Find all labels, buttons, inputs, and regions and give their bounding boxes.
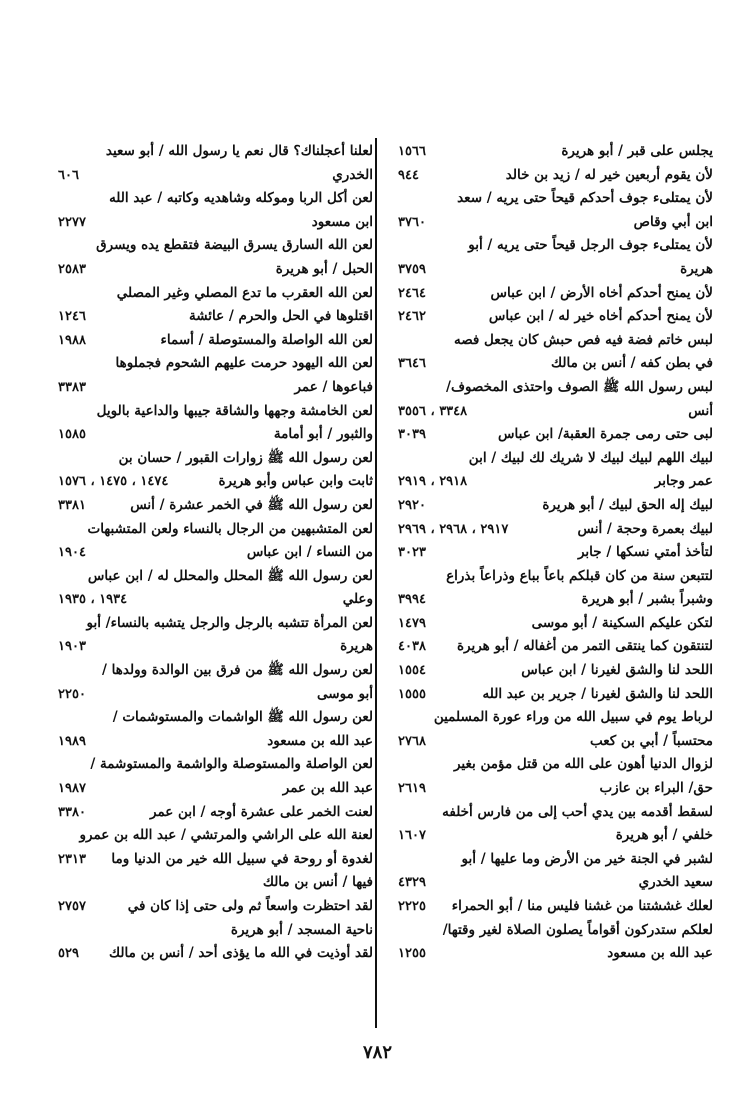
entry-text: يجلس على قبر / أبو هريرة [561,143,713,159]
index-entry [398,352,713,376]
entry-number: ٦٠٦ [58,167,79,183]
index-entry [398,635,713,659]
entry-number: ٣٠٢٣ [398,545,426,561]
index-entry [58,635,373,659]
index-entry [398,919,713,943]
entry-text: فيها / أنس بن مالك [262,874,373,891]
entry-text: أنس [688,402,713,419]
entry-text: لتأخذ أمتي نسكها / جابر [577,544,713,561]
index-entry [398,164,713,188]
entry-text: لعن الخامشة وجهها والشاقة جيبها والداعية بالويل [96,402,373,419]
index-entry [58,470,373,494]
entry-number: ٩٤٤ [398,167,419,183]
entry-text: لأن يمنح أحدكم أخاه خير له / ابن عباس [488,308,713,325]
entry-number: ١٥٦٦ [398,144,426,159]
entry-text: لعن الله السارق يسرق البيضة فتقطع يده ويسرق [96,237,373,254]
index-entry [398,447,713,471]
entry-number: ١٩٠٣ [58,639,86,655]
index-entry [58,565,373,589]
index-entry [58,541,373,565]
index-entry [398,234,713,258]
entry-number: ٤٠٣٨ [398,639,426,655]
entry-number: ١٥٨٥ [58,427,86,443]
entry-text: لعن رسول الله ﷺ زوارات القبور / حسان بن [118,449,373,466]
entry-text: لأن يمنح أحدكم أخاه الأرض / ابن عباس [490,284,713,301]
index-entry [58,777,373,801]
entry-text: ابن أبي وقاص [633,213,713,230]
entry-text: والثبور / أبو أمامة [273,426,373,443]
index-entry [58,494,373,518]
index-entry [398,895,713,919]
entry-number: ١٦٠٧ [398,828,426,844]
index-entry [398,659,713,683]
entry-text: لتنتقون كما ينتقى التمر من أغفاله / أبو هريرة [456,638,713,655]
entry-text: لشبر في الجنة خير من الأرض وما عليها / أبو [461,850,713,867]
index-entry [398,211,713,235]
entry-text: عبد الله بن مسعود [267,732,373,749]
entry-text: لعن رسول الله ﷺ المحلل والمحلل له / ابن عباس [87,567,373,584]
entry-number: ٢٢٧٧ [58,214,86,230]
entry-text: لعن المرأة تتشبه بالرجل والرجل يتشبه بالنساء/ أبو [86,614,373,631]
entry-number: ١٩٨٨ [58,332,86,348]
entry-text: عمر وجابر [654,473,713,490]
entry-text: لرباط يوم في سبيل الله من وراء عورة المسلمين [433,709,713,726]
index-entry [58,683,373,707]
entry-number: ٢٩٢٠ [398,497,426,513]
index-entry [398,777,713,801]
entry-text: لقد احتظرت واسعاً ثم ولى حتى إذا كان في [127,898,373,914]
index-entry [58,706,373,730]
entry-text: الخدري [332,166,373,183]
entry-number: ٢٢٥٠ [58,686,86,702]
entry-number: ٢٩١٨ ، ٢٩١٩ [398,474,468,490]
entry-number: ١٤٧٤ ، ١٤٧٥ ، ١٥٧٦ [58,474,169,490]
entry-text: حق/ البراء بن عازب [599,780,713,797]
index-entry [398,612,713,636]
entry-text: لعن رسول الله ﷺ الواشمات والمستوشمات / [112,709,373,726]
entry-number: ٣٧٦٠ [398,214,426,230]
index-entry [58,447,373,471]
entry-text: لعلك غششتنا من غشنا فليس منا / أبو الحمراء [451,898,713,914]
entry-number: ٣٧٥٩ [398,261,426,277]
index-entry [58,187,373,211]
entry-text: لبيك اللهم لبيك لبيك لا شريك لك لبيك / ابن [468,449,713,466]
index-entry [398,942,713,966]
entry-text: ثابت وابن عباس وأبو هريرة [218,473,373,490]
entry-number: ٣٦٤٦ [398,356,426,372]
entry-number: ١٤٧٩ [398,615,426,631]
index-entry [58,919,373,943]
index-entry [398,140,713,164]
index-entry [398,400,713,424]
index-entry [58,801,373,825]
entry-number: ١٥٥٤ [398,663,426,679]
index-entry [58,588,373,612]
entry-text: عبد الله بن عمر [282,780,373,797]
index-entry [58,140,373,164]
index-entry [58,895,373,919]
index-entry [398,258,713,282]
index-entry [58,848,373,872]
entry-number: ٢٧٦٨ [398,733,426,749]
entry-number: ٢٣١٣ [58,851,86,867]
index-entry [398,329,713,353]
index-entry [58,871,373,895]
index-entry [398,753,713,777]
entry-number: ٢٤٦٢ [398,309,426,325]
index-entry [58,376,373,400]
index-entry [58,400,373,424]
index-entry [58,329,373,353]
entry-text: لعن الله الواصلة والمستوصلة / أسماء [160,331,373,348]
entry-text: لعن أكل الربا وموكله وشاهديه وكاتبه / عبد الله [109,190,373,207]
left-column [58,140,373,966]
entry-text: لبس رسول الله ﷺ الصوف واحتذى المخصوف/ [446,378,713,395]
entry-text: هريرة [340,638,373,655]
entry-text: وشبراً بشبر / أبو هريرة [581,591,713,608]
entry-text: هريرة [680,260,713,277]
entry-text: لزوال الدنيا أهون على الله من قتل مؤمن بغير [453,756,713,773]
index-entry [58,824,373,848]
entry-text: لبى حتى رمى جمرة العقبة/ ابن عباس [498,426,713,443]
index-entry [398,187,713,211]
entry-text: لقد أوذيت في الله ما يؤذى أحد / أنس بن مالك [109,945,373,962]
entry-text: لبيك إله الحق لبيك / أبو هريرة [542,496,713,513]
entry-text: لبيك بعمرة وحجة / أنس [577,520,713,537]
entry-text: لعن المتشبهين من الرجال بالنساء ولعن المتشبهات [87,520,373,537]
entry-text: لأن يقوم أربعين خير له / زيد بن خالد [505,166,713,183]
page-number: ٧٨٢ [362,1042,392,1063]
entry-text: وعلي [342,591,373,608]
entry-number: ٣٣٨١ [58,497,86,513]
entry-text: أبو موسى [317,685,373,702]
index-entry [398,376,713,400]
index-entry [58,612,373,636]
entry-text: لعن الواصلة والمستوصلة والواشمة والمستوشمة / [90,756,373,773]
index-entry [398,565,713,589]
entry-number: ٣٣٨٣ [58,379,86,395]
index-entry [398,494,713,518]
index-entry [58,753,373,777]
entry-number: ٣٣٤٨ ، ٣٥٥٦ [398,403,468,419]
entry-number: ٢٧٥٧ [58,899,86,914]
entry-text: لسقط أقدمه بين يدي أحب إلى من فارس أخلفه [442,803,713,820]
entry-text: لأن يمتلىء جوف الرجل قيحاً حتى يريه / أبو [468,237,713,254]
entry-number: ١٥٥٥ [398,686,426,702]
entry-number: ٣٠٣٩ [398,427,426,443]
entry-text: سعيد الخدري [638,874,713,891]
entry-text: فباعوها / عمر [294,378,373,395]
index-entry [398,683,713,707]
entry-text: عبد الله بن مسعود [607,945,713,962]
entry-number: ٢٦١٩ [398,781,426,797]
entry-text: لعن رسول الله ﷺ في الخمر عشرة / أنس [130,496,373,513]
index-entry [58,518,373,542]
index-entry [58,942,373,966]
index-entry [398,824,713,848]
index-entry [398,282,713,306]
entry-number: ٢٢٢٥ [398,899,426,914]
index-entry [398,848,713,872]
entry-text: ناحية المسجد / أبو هريرة [230,921,373,938]
index-entry [398,305,713,329]
entry-number: ١٩٠٤ [58,545,86,561]
entry-text: لأن يمتلىء جوف أحدكم قيحاً حتى يريه / سعد [457,190,713,207]
entry-text: لعن رسول الله ﷺ من فرق بين الوالدة وولدها / [102,662,373,679]
entry-number: ٤٣٢٩ [398,875,426,891]
entry-number: ٢٤٦٤ [398,285,426,301]
entry-number: ١٩٣٤ ، ١٩٣٥ [58,592,128,608]
index-entry [58,164,373,188]
entry-text: اقتلوها في الحل والحرم / عائشة [188,308,373,325]
entry-text: لعنت الخمر على عشرة أوجه / ابن عمر [150,803,373,820]
index-entry [58,730,373,754]
entry-text: لعنة الله على الراشي والمرتشي / عبد الله بن عمرو [79,827,373,844]
index-entry [58,352,373,376]
entry-text: ابن مسعود [311,213,373,230]
entry-number: ١٩٨٧ [58,781,86,797]
entry-text: لتكن عليكم السكينة / أبو موسى [531,614,713,631]
entry-number: ٥٢٩ [58,946,79,962]
entry-number: ٢٩١٧ ، ٢٩٦٨ ، ٢٩٦٩ [398,521,509,537]
index-entry [58,659,373,683]
entry-text: اللحد لنا والشق لغيرنا / جرير بن عبد الله [482,685,713,702]
entry-text: لعلنا أعجلناك؟ قال نعم يا رسول الله / أبو سعيد [105,143,373,159]
entry-number: ٣٣٨٠ [58,804,86,820]
entry-number: ١٢٤٦ [58,309,86,325]
index-entry [58,211,373,235]
entry-number: ٣٩٩٤ [398,592,426,608]
entry-text: لعن الله العقرب ما تدع المصلي وغير المصلي [116,284,373,301]
entry-text: في بطن كفه / أنس بن مالك [550,355,713,372]
index-entry [398,541,713,565]
index-entry [398,706,713,730]
index-entry [398,588,713,612]
index-entry [398,423,713,447]
index-entry [58,234,373,258]
entry-text: لغدوة أو روحة في سبيل الله خير من الدنيا وما [111,850,373,867]
entry-text: لتتبعن سنة من كان قبلكم باعاً بباع وذراعاً بذراع [446,567,713,584]
index-entry [398,470,713,494]
entry-number: ٢٥٨٣ [58,261,86,277]
index-entry [398,518,713,542]
entry-text: من النساء / ابن عباس [246,544,373,561]
entry-text: لعن الله اليهود حرمت عليهم الشحوم فجملوها [115,355,373,372]
entry-text: خلفي / أبو هريرة [615,827,713,844]
index-entry [398,871,713,895]
entry-number: ١٢٥٥ [398,946,426,962]
index-entry [58,282,373,306]
column-divider [375,138,377,1028]
index-entry [58,305,373,329]
entry-text: اللحد لنا والشق لغيرنا / ابن عباس [521,662,713,679]
entry-text: محتسباً / أبي بن كعب [590,732,713,749]
right-column [398,140,713,966]
index-entry [58,258,373,282]
entry-text: لعلكم ستدركون أقواماً يصلون الصلاة لغير وقتها/ [442,921,713,938]
entry-text: لبس خاتم فضة فيه فص حبش كان يجعل فصه [453,331,713,348]
entry-text: الحبل / أبو هريرة [275,260,373,277]
index-entry [58,423,373,447]
index-entry [398,801,713,825]
entry-number: ١٩٨٩ [58,733,86,749]
index-entry [398,730,713,754]
